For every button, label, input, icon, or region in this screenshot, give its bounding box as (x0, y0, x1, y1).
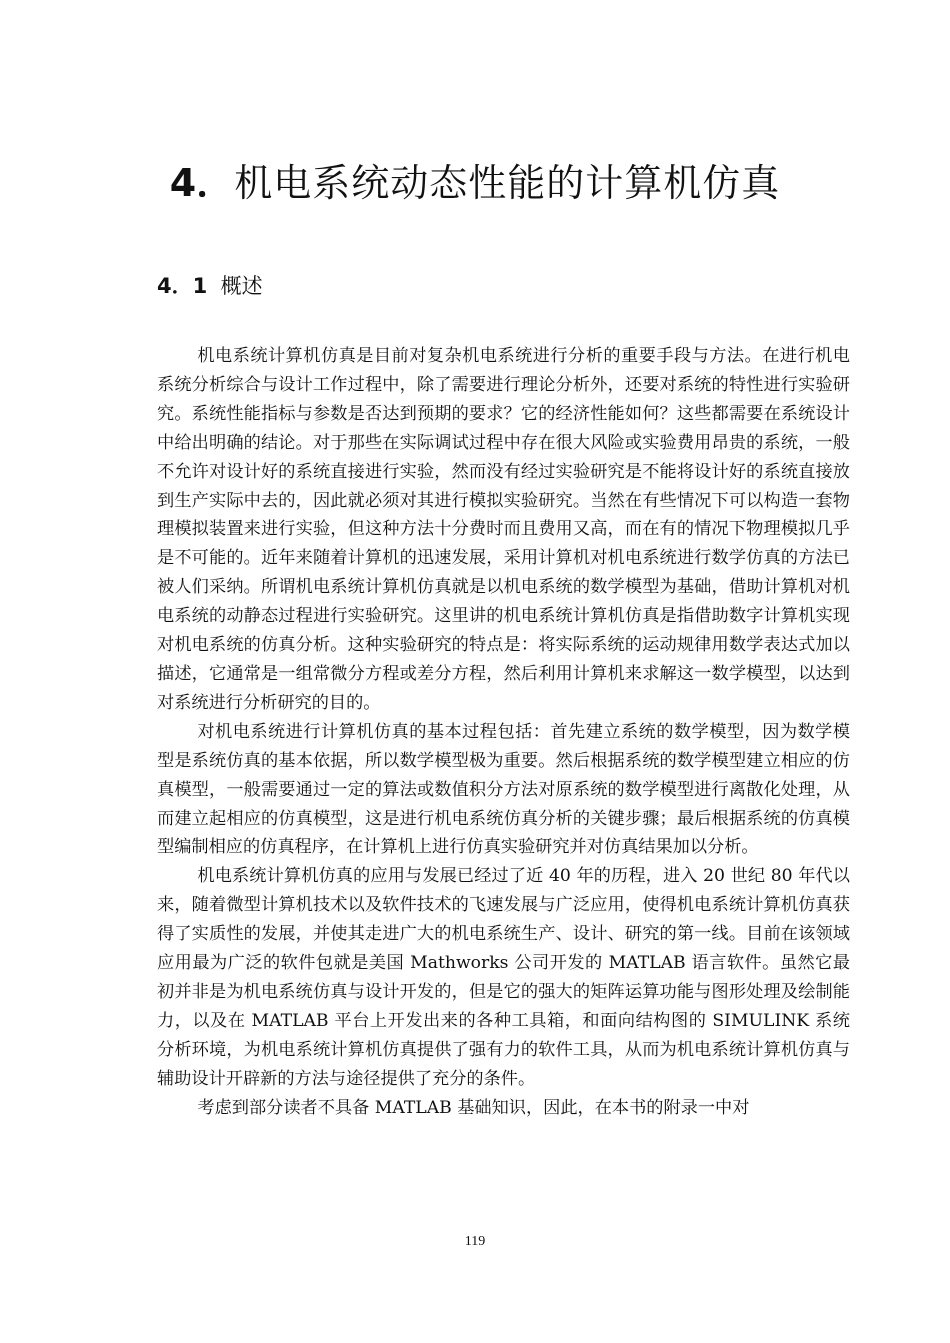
paragraph-1: 机电系统计算机仿真是目前对复杂机电系统进行分析的重要手段与方法。在进行机电系统分析综合与设计工作过程中，除了需要进行理论分析外，还要对系统的特性进行实验研究。系统性能指标与参数是否达到预期的要求？它的经济性能如何？这些都需要在系统设计中给出明确的结论。对于那些在实际调试过程中存在很大风险或实验费用昂贵的系统，一般不允许对设计好的系统直接进行实验，然而没有经过实验研究是不能将设计好的系统直接放到生产实际中去的，因此就必须对其进行模拟实验研究。当然在有些情况下可以构造一套物理模拟装置来进行实验，但这种方法十分费时而且费用又高，而在有的情况下物理模拟几乎是不可能的。近年来随着计算机的迅速发展，采用计算机对机电系统进行数学仿真的方法已被人们采纳。所谓机电系统计算机仿真就是以机电系统的数学模型为基础，借助计算机对机电系统的动静态过程进行实验研究。这里讲的机电系统计算机仿真是指借助数字计算机实现对机电系统的仿真分析。这种实验研究的特点是：将实际系统的运动规律用数学表达式加以描述，它通常是一组常微分方程或差分方程，然后利用计算机来求解这一数学模型，以达到对系统进行分析研究的目的。 (157, 346, 850, 713)
chapter-number: 4． (169, 161, 235, 205)
paragraph-2: 对机电系统进行计算机仿真的基本过程包括：首先建立系统的数学模型，因为数学模型是系统仿真的基本依据，所以数学模型极为重要。然后根据系统的数学模型建立相应的仿真模型，一般需要通过一定的算法或数值积分方法对原系统的数学模型进行离散化处理，从而建立起相应的仿真模型，这是进行机电系统仿真分析的关键步骤；最后根据系统的仿真模型编制相应的仿真程序，在计算机上进行仿真实验研究并对仿真结果加以分析。 (157, 721, 850, 858)
section-number: 4．1 (157, 274, 208, 298)
body-text (157, 342, 850, 1122)
section-title-text: 概述 (220, 274, 263, 298)
paragraph-3: 机电系统计算机仿真的应用与发展已经过了近 40 年的历程，进入 20 世纪 80 年代以来，随着微型计算机技术以及软件技术的飞速发展与广泛应用，使得机电系统计算机仿真获得了实质性的发展，并使其走进广大的机电系统生产、设计、研究的第一线。目前在该领域应用最为广泛的软件包就是美国 Mathworks 公司开发的 MATLAB 语言软件。虽然它最初并非是为机电系统仿真与设计开发的，但是它的强大的矩阵运算功能与图形处理及绘制能力，以及在 MATLAB 平台上开发出来的各种工具箱，和面向结构图的 SIMULINK 系统分析环境，为机电系统计算机仿真提供了强有力的软件工具，从而为机电系统计算机仿真与辅助设计开辟新的方法与途径提供了充分的条件。 (157, 866, 850, 1089)
section-heading (157, 270, 263, 300)
paragraph-4: 考虑到部分读者不具备 MATLAB 基础知识，因此，在本书的附录一中对 (197, 1097, 750, 1118)
page-number: 119 (464, 1234, 486, 1249)
chapter-title (0, 152, 950, 207)
chapter-title-text: 机电系统动态性能的计算机仿真 (234, 161, 781, 205)
